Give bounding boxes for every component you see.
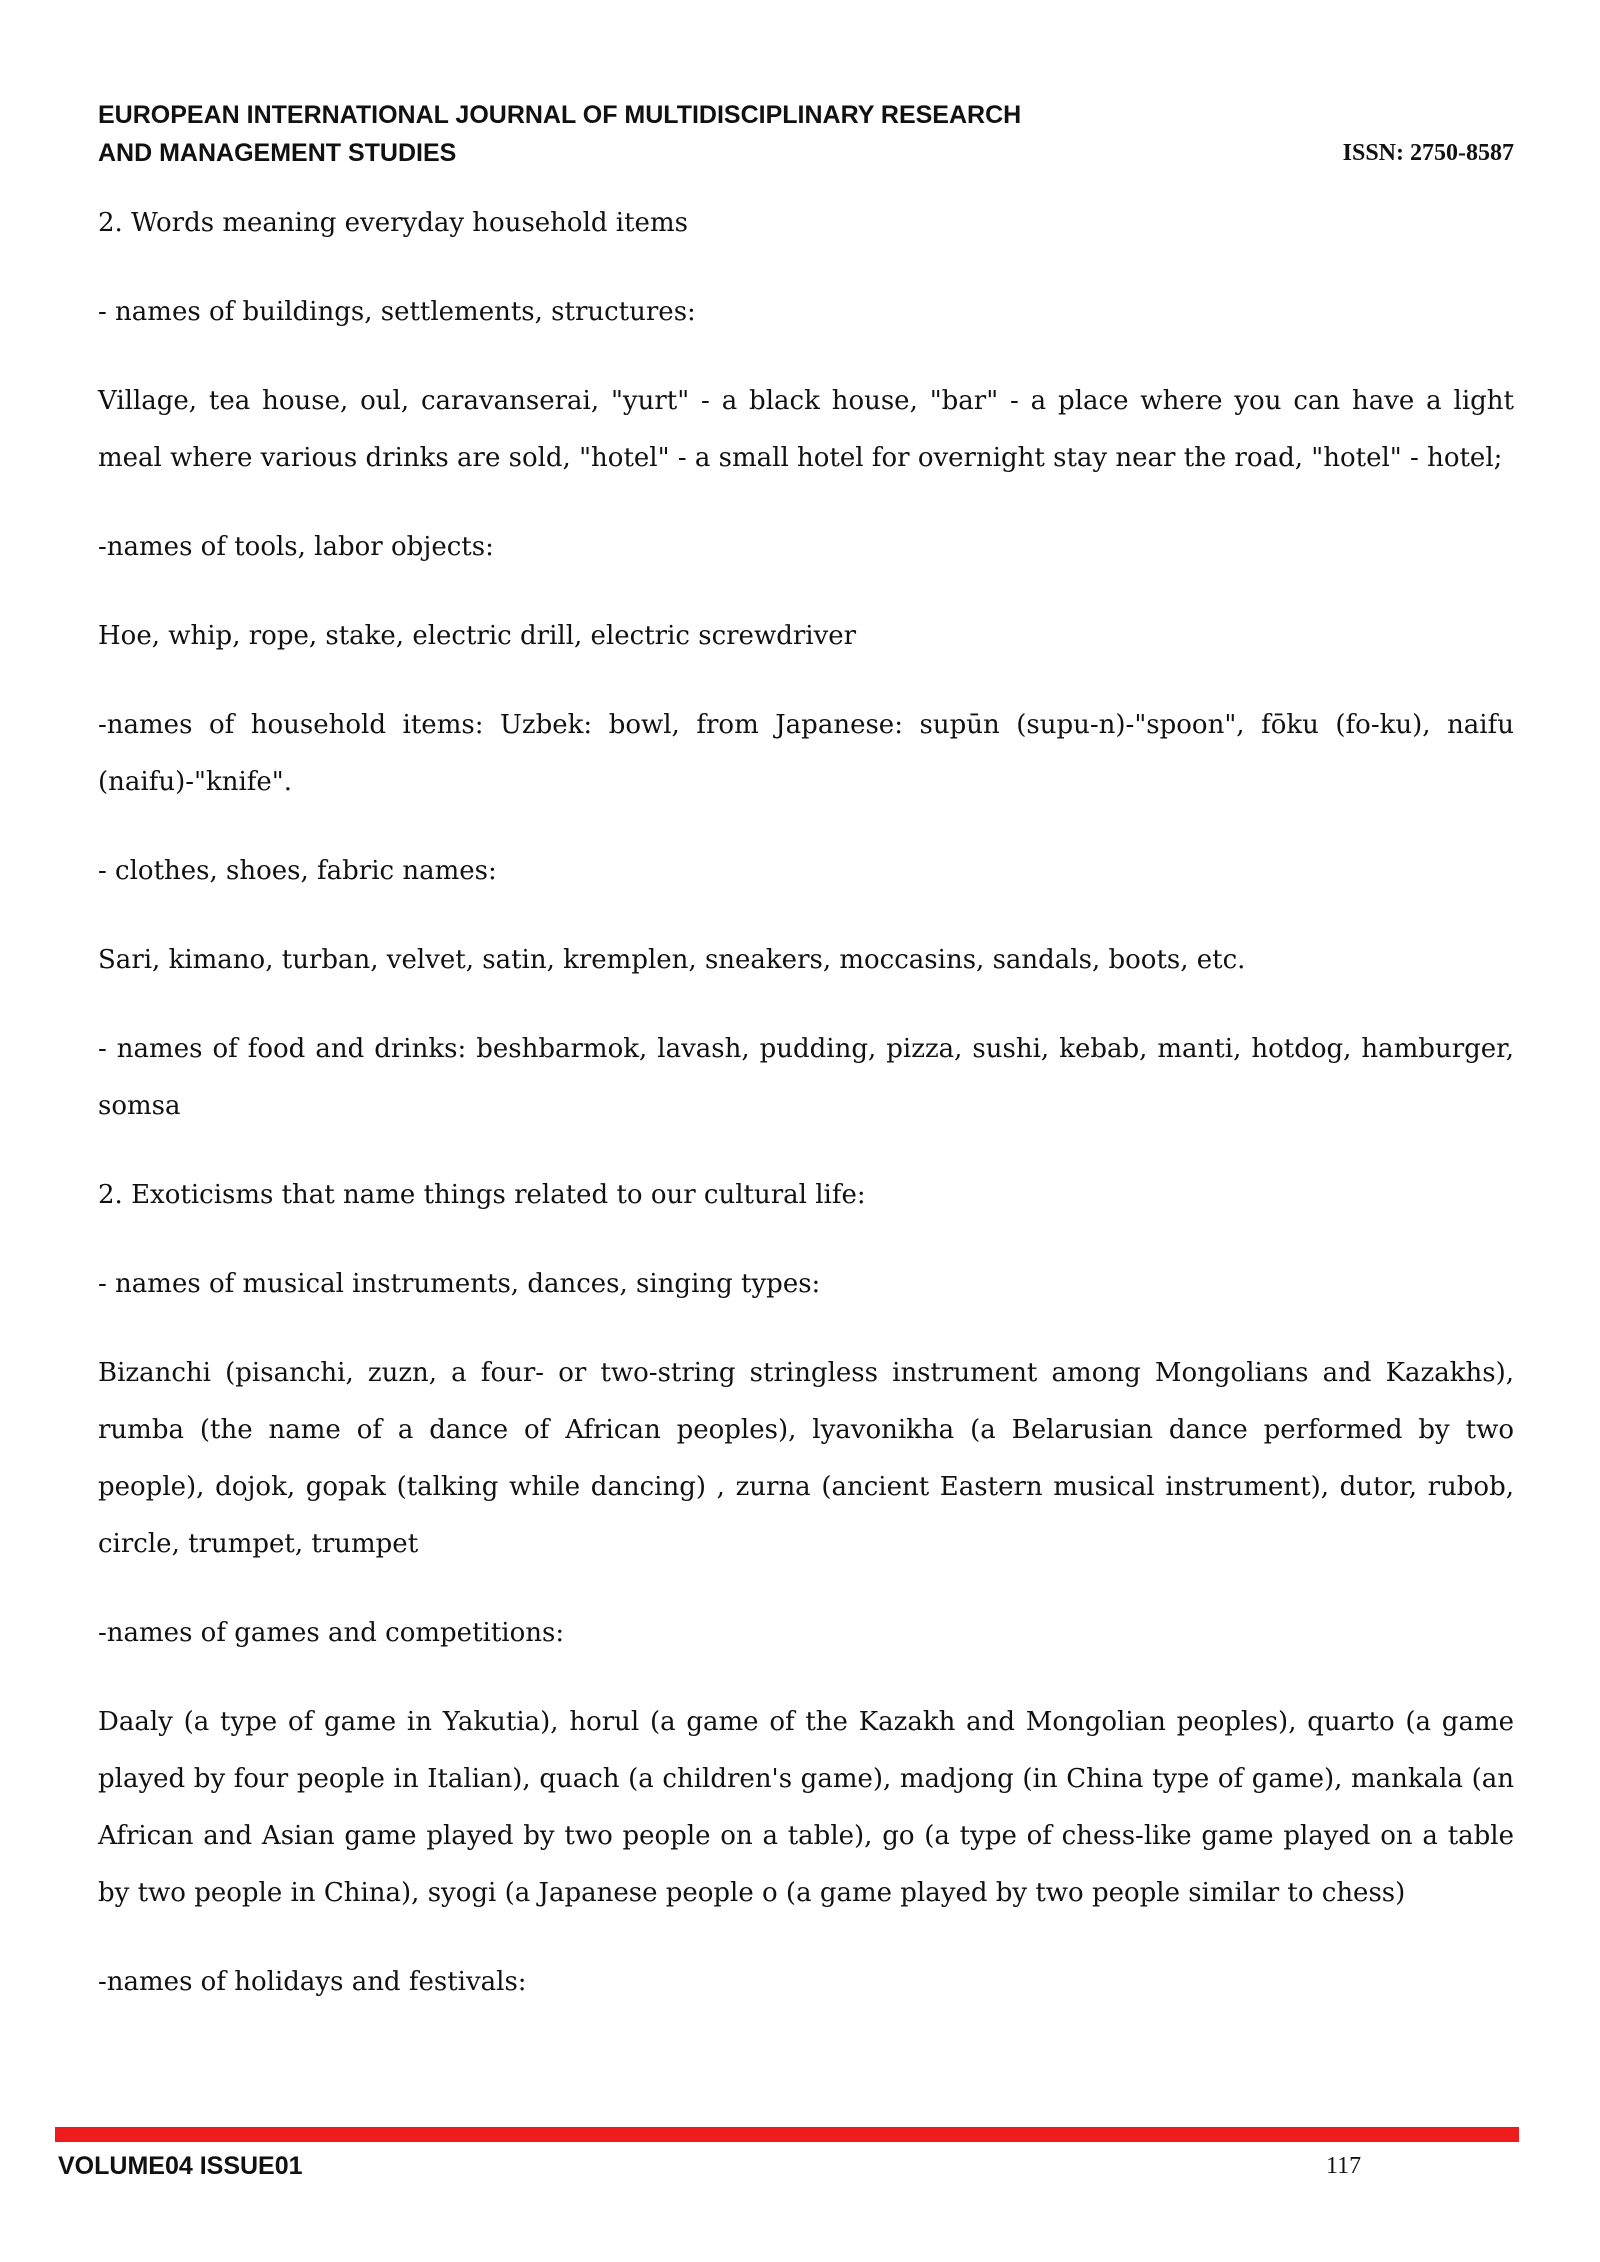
journal-title	[98, 96, 1021, 172]
paragraph-holidays-heading: -names of holidays and festivals:	[98, 1967, 527, 1997]
paragraph-tools-heading: -names of tools, labor objects:	[98, 532, 494, 562]
footer-divider	[55, 2127, 1519, 2142]
paragraph-buildings-list: Village, tea house, oul, caravanserai, "yurt" - a black house, "bar" - a place where you can have a light meal where various drinks are sold, "hotel" - a small hotel for overnight stay near the road, "hotel" - hotel;	[98, 386, 1514, 473]
paragraph-food-list: - names of food and drinks: beshbarmok, lavash, pudding, pizza, sushi, kebab, manti, hotdog, hamburger, somsa	[98, 1034, 1514, 1121]
paragraph-cultural-heading: 2. Exoticisms that name things related to our cultural life:	[98, 1180, 866, 1210]
journal-title-line-2: AND MANAGEMENT STUDIES	[98, 139, 457, 167]
paragraph-household-items-list: -names of household items: Uzbek: bowl, from Japanese: supūn (supu-n)-"spoon", fōku (fo-ku), naifu (naifu)-"knife".	[98, 710, 1514, 797]
paragraph-music-heading: - names of musical instruments, dances, singing types:	[98, 1269, 821, 1299]
paragraph-clothes-list: Sari, kimano, turban, velvet, satin, kremplen, sneakers, moccasins, sandals, boots, etc.	[98, 945, 1246, 975]
paragraph-buildings-heading: - names of buildings, settlements, structures:	[98, 297, 696, 327]
paragraph-household-items-heading: 2. Words meaning everyday household items	[98, 208, 688, 238]
page-header	[98, 96, 1514, 172]
footer-page-number: 117	[1326, 2153, 1362, 2179]
paragraph-games-list: Daaly (a type of game in Yakutia), horul (a game of the Kazakh and Mongolian peoples), quarto (a game played by four people in Italian), quach (a children's game), madjong (in China type of game), mankala (an African and Asian game played by two people on a table), go (a type of chess-like game played on a table by two people in China), syogi (a Japanese people o (a game played by two people similar to chess)	[98, 1707, 1514, 1908]
issn-label: ISSN: 2750-8587	[1342, 140, 1514, 166]
paragraph-games-heading: -names of games and competitions:	[98, 1618, 565, 1648]
article-body	[98, 195, 1514, 2043]
paragraph-music-list: Bizanchi (pisanchi, zuzn, a four- or two-string stringless instrument among Mongolians and Kazakhs), rumba (the name of a dance of African peoples), lyavonikha (a Belarusian dance performed by two people), dojok, gopak (talking while dancing) , zurna (ancient Eastern musical instrument), dutor, rubob, circle, trumpet, trumpet	[98, 1358, 1514, 1559]
paragraph-clothes-heading: - clothes, shoes, fabric names:	[98, 856, 497, 886]
footer-volume-issue: VOLUME04 ISSUE01	[58, 2152, 303, 2180]
journal-title-line-1: EUROPEAN INTERNATIONAL JOURNAL OF MULTIDISCIPLINARY RESEARCH	[98, 101, 1022, 129]
paragraph-tools-list: Hoe, whip, rope, stake, electric drill, electric screwdriver	[98, 621, 857, 651]
